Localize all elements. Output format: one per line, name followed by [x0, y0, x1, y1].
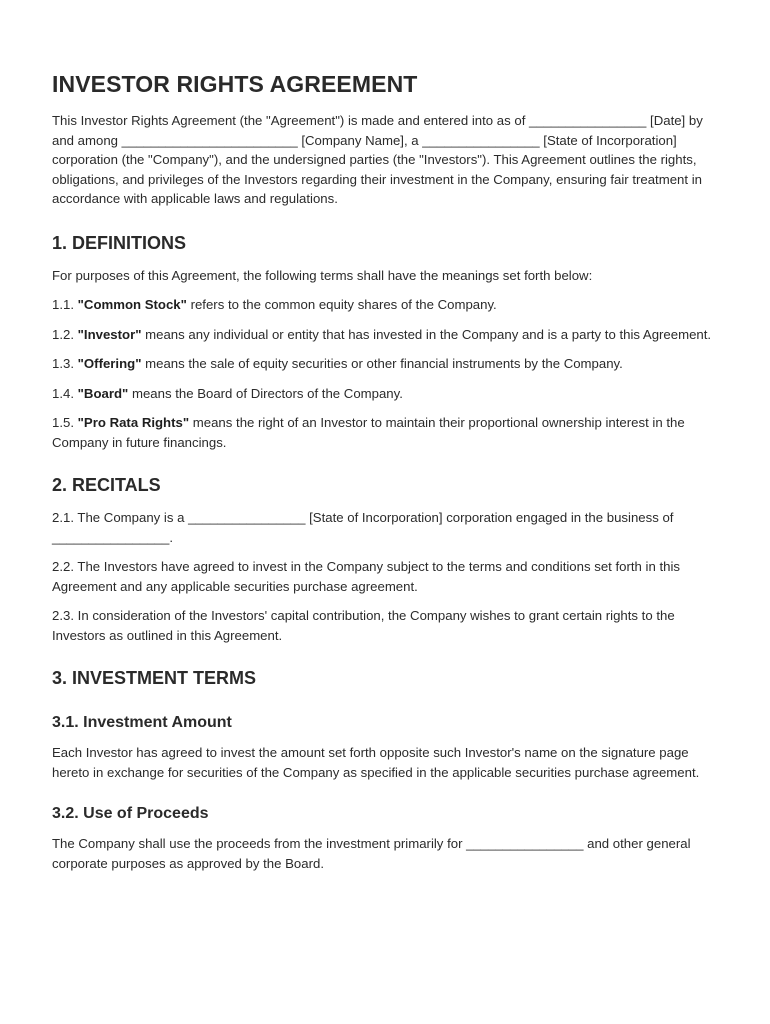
definition-term: "Offering" — [77, 356, 142, 371]
definition-number: 1.5. — [52, 415, 74, 430]
recitals-section — [52, 474, 722, 645]
recital-item: 2.2. The Investors have agreed to invest in the Company subject to the terms and conditions set forth in this Agreement and any applicable securities purchase agreement. — [52, 559, 680, 594]
recital-item: 2.1. The Company is a ________________ [State of Incorporation] corporation engaged in the business of ________________. — [52, 510, 674, 545]
use-of-proceeds-text: The Company shall use the proceeds from the investment primarily for ________________ and other general corporate purposes as approved by the Board. — [52, 836, 691, 871]
definition-item — [52, 295, 722, 315]
recital-item: 2.3. In consideration of the Investors' capital contribution, the Company wishes to grant certain rights to the Investors as outlined in this Agreement. — [52, 608, 675, 643]
recitals-heading: 2. RECITALS — [52, 475, 161, 495]
definition-text: means the right of an Investor to maintain their proportional ownership interest in the Company in future financings. — [52, 415, 685, 450]
definition-term: "Investor" — [77, 326, 142, 342]
definitions-heading: 1. DEFINITIONS — [52, 232, 187, 253]
definition-term: "Pro Rata Rights" — [77, 415, 190, 430]
subsection-heading-use-of-proceeds: 3.2. Use of Proceeds — [52, 805, 209, 822]
definition-number: 1.3. — [52, 356, 74, 371]
document-title: INVESTOR RIGHTS AGREEMENT — [52, 71, 418, 97]
definition-item — [52, 384, 722, 404]
definition-number: 1.4. — [52, 385, 74, 401]
intro-paragraph: This Investor Rights Agreement (the "Agreement") is made and entered into as of ________________ [Date] by and among ________________________ [Company Name], a ________________ [State of Incorporation] corporation (the "Company"), and the undersigned parties (the "Investors"). This Agreement outlines the rights, obligations, and privileges of the Investors regarding their investment in the Company, ensuring fair treatment in accordance with applicable laws and regulations. — [52, 113, 703, 206]
definition-item — [52, 325, 722, 345]
definition-number: 1.1. — [52, 297, 74, 312]
definition-text: means the sale of equity securities or other financial instruments by the Company. — [145, 356, 623, 371]
definition-text: means any individual or entity that has invested in the Company and is a party to this Agreement. — [145, 326, 712, 342]
definition-item — [52, 354, 722, 374]
definition-text: means the Board of Directors of the Company. — [131, 385, 403, 401]
subsection-heading-investment-amount: 3.1. Investment Amount — [52, 714, 232, 731]
investment-amount-text: Each Investor has agreed to invest the amount set forth opposite such Investor's name on the signature page hereto in exchange for securities of the Company as specified in the applicable securities purchase agreement. — [52, 745, 700, 780]
definition-number: 1.2. — [52, 326, 74, 342]
definition-text: refers to the common equity shares of the Company. — [190, 297, 497, 312]
definition-term: "Board" — [77, 385, 129, 401]
definitions-lead: For purposes of this Agreement, the following terms shall have the meanings set forth below: — [52, 267, 593, 283]
document-page — [52, 70, 722, 883]
investment-terms-heading: 3. INVESTMENT TERMS — [52, 668, 257, 688]
investment-terms-section — [52, 667, 722, 873]
definitions-section — [52, 232, 722, 453]
definition-item — [52, 413, 722, 452]
definition-term: "Common Stock" — [77, 297, 187, 312]
